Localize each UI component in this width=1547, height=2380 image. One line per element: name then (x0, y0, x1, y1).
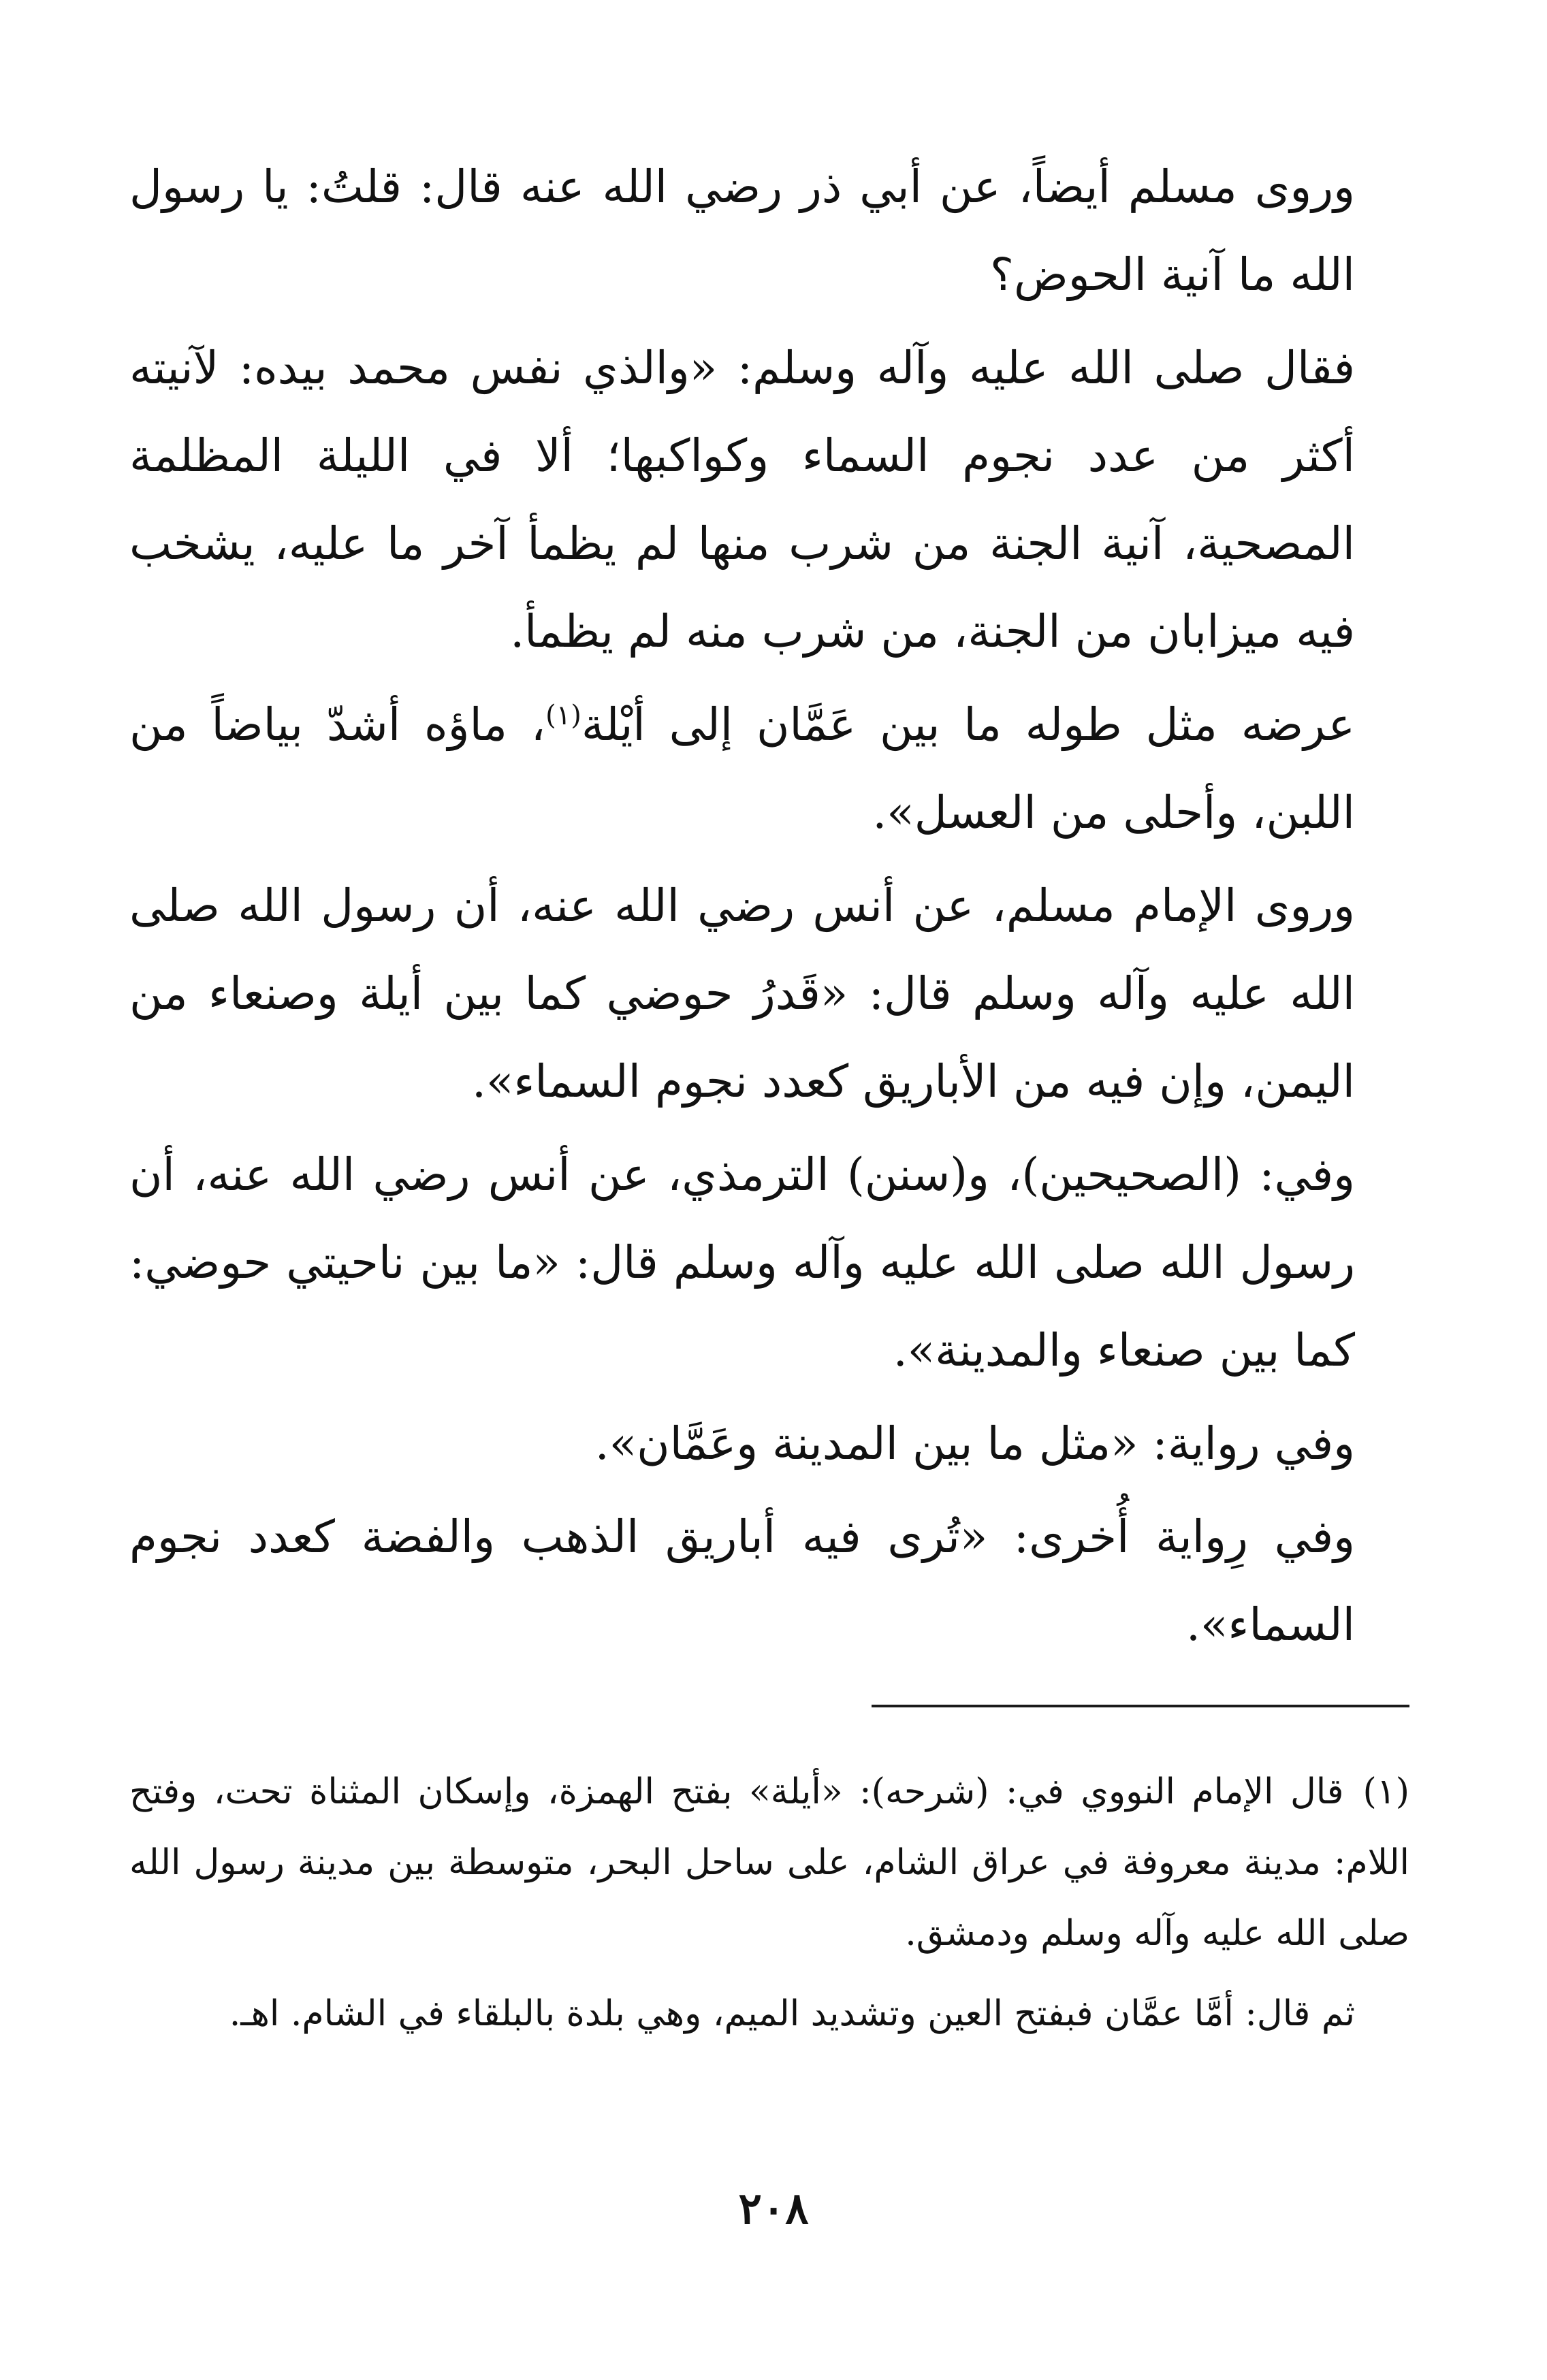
paragraph-riwaya-2: وفي رِواية أُخرى: «تُرى فيه أباريق الذهب والفضة كعدد نجوم السماء». (129, 1511, 1355, 1651)
paragraph-width-of-basin (129, 681, 1409, 856)
main-text-body (129, 143, 1409, 1674)
paragraph-width-part-2: ، ماؤه أشدّ بياضاً من اللبن، وأحلى من العسل». (129, 698, 1355, 839)
footnote-1 (129, 1756, 1409, 1969)
paragraph-width-part-1: عرضه مثل طوله ما بين عَمَّان إلى أيْلة (581, 698, 1356, 751)
paragraph-riwaya-1: وفي رواية: «مثل ما بين المدينة وعَمَّان». (594, 1417, 1355, 1470)
footnote-marker: (١) (1362, 1771, 1409, 1812)
footnote-1-continuation: ثم قال: أمَّا عمَّان فبفتح العين وتشديد الميم، وهي بلدة بالبلقاء في الشام. اهـ. (229, 1993, 1355, 2034)
paragraph-muslim-anas: وروى الإمام مسلم، عن أنس رضي الله عنه، أن رسول الله صلى الله عليه وآله وسلم قال: «قَدرُ حوضي كما بين أيلة وصنعاء من اليمن، وإن فيه من الأباريق كعدد نجوم السماء». (129, 880, 1355, 1108)
footnote-1-text: قال الإمام النووي في: (شرحه): «أيلة» بفتح الهمزة، وإسكان المثناة تحت، وفتح اللام: مدينة معروفة في عراق الشام، على ساحل البحر، متوسطة بين مدينة رسول الله صلى الله عليه وآله وسلم ودمشق. (129, 1771, 1409, 1954)
paragraph-sahihayn: وفي: (الصحيحين)، و(سنن) الترمذي، عن أنس رضي الله عنه، أن رسول الله صلى الله عليه وآله وسلم قال: «ما بين ناحيتي حوضي: كما بين صنعاء والمدينة». (129, 1148, 1355, 1377)
paragraph-hadith-vessels: فقال صلى الله عليه وآله وسلم: «والذي نفس محمد بيده: لآنيته أكثر من عدد نجوم السماء وكواكبها؛ ألا في الليلة المظلمة المصحية، آنية الجنة من شرب منها لم يظمأ آخر ما عليه، يشخب فيه ميزابان من الجنة، من شرب منه لم يظمأ. (129, 342, 1356, 658)
footnotes-section (129, 1756, 1409, 2059)
page-number: ٢٠٨ (738, 2183, 809, 2234)
footnote-separator (872, 1705, 1409, 1707)
paragraph-muslim-abu-dharr: وروى مسلم أيضاً، عن أبي ذر رضي الله عنه قال: قلتُ: يا رسول الله ما آنية الحوض؟ (129, 161, 1355, 301)
footnote-reference: (١) (545, 700, 581, 731)
